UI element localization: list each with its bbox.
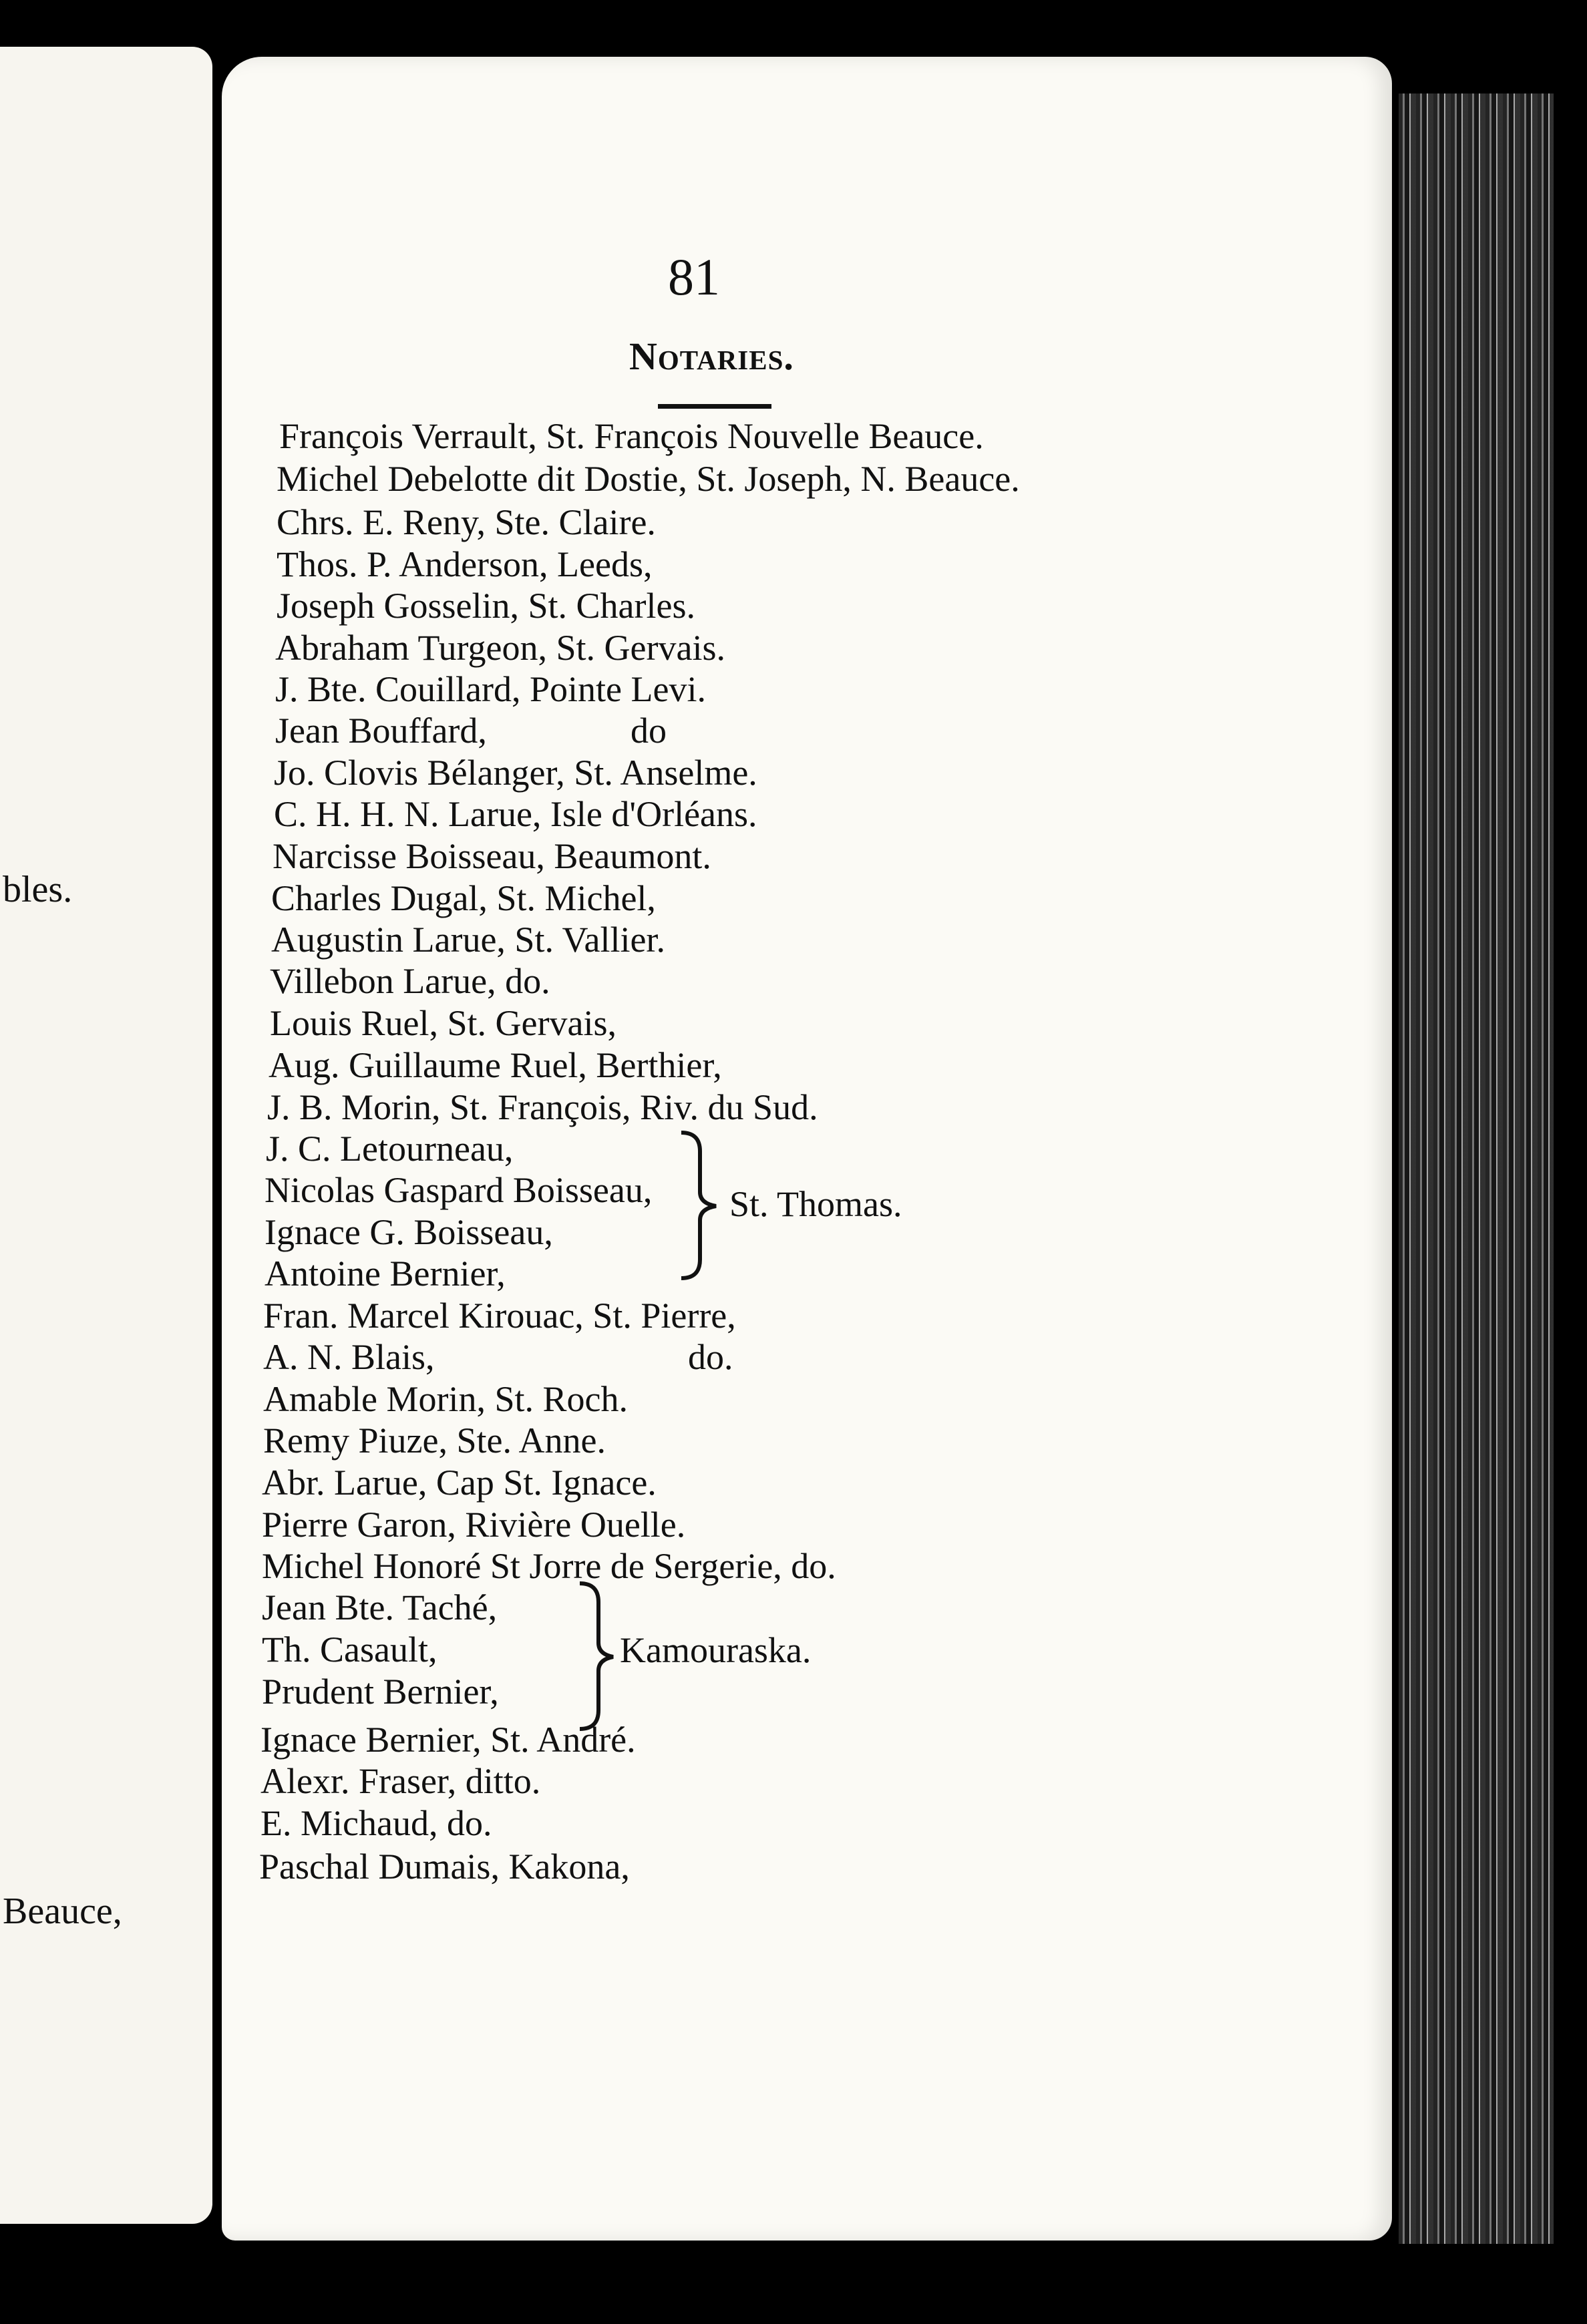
facing-page bbox=[0, 47, 212, 2224]
list-item: J. B. Morin, St. François, Riv. du Sud. bbox=[267, 1087, 818, 1127]
list-item: Michel Debelotte dit Dostie, St. Joseph, N. Beauce. bbox=[277, 459, 1020, 499]
list-item: Ignace Bernier, St. André. bbox=[260, 1720, 636, 1760]
list-item: Prudent Bernier, bbox=[262, 1672, 499, 1712]
list-item: Nicolas Gaspard Boisseau, bbox=[264, 1170, 653, 1210]
ditto-mark: do. bbox=[688, 1337, 733, 1377]
list-item: Louis Ruel, St. Gervais, bbox=[270, 1003, 616, 1043]
list-item: Pierre Garon, Rivière Ouelle. bbox=[262, 1505, 686, 1545]
list-item: Jean Bouffard, bbox=[275, 711, 487, 751]
list-item: Aug. Guillaume Ruel, Berthier, bbox=[269, 1045, 722, 1085]
list-item: Jo. Clovis Bélanger, St. Anselme. bbox=[274, 753, 757, 793]
group-label: Kamouraska. bbox=[620, 1630, 812, 1670]
group-label: St. Thomas. bbox=[729, 1184, 902, 1224]
list-item: Abr. Larue, Cap St. Ignace. bbox=[262, 1463, 657, 1503]
list-item: François Verrault, St. François Nouvelle Beauce. bbox=[279, 416, 984, 456]
list-item: E. Michaud, do. bbox=[260, 1803, 492, 1843]
list-item: Fran. Marcel Kirouac, St. Pierre, bbox=[263, 1296, 736, 1336]
list-item: Remy Piuze, Ste. Anne. bbox=[263, 1420, 606, 1461]
list-item: Charles Dugal, St. Michel, bbox=[271, 878, 656, 918]
heading-rule bbox=[658, 404, 771, 409]
facing-page-fragment: bles. bbox=[3, 869, 73, 910]
group-brace bbox=[675, 1129, 735, 1282]
list-item: Villebon Larue, do. bbox=[270, 961, 550, 1001]
list-item: Ignace G. Boisseau, bbox=[264, 1212, 553, 1252]
list-item: J. Bte. Couillard, Pointe Levi. bbox=[275, 669, 706, 709]
list-item: Antoine Bernier, bbox=[264, 1253, 506, 1294]
ditto-mark: do bbox=[631, 711, 667, 751]
section-heading: Notaries. bbox=[629, 335, 794, 378]
list-item: C. H. H. N. Larue, Isle d'Orléans. bbox=[274, 794, 757, 834]
list-item: Th. Casault, bbox=[262, 1629, 437, 1670]
page-number: 81 bbox=[668, 248, 720, 306]
list-item: Alexr. Fraser, ditto. bbox=[260, 1761, 541, 1801]
list-item: A. N. Blais, bbox=[263, 1337, 435, 1377]
list-item: Chrs. E. Reny, Ste. Claire. bbox=[277, 502, 656, 542]
list-item: Narcisse Boisseau, Beaumont. bbox=[273, 836, 711, 876]
list-item: J. C. Letourneau, bbox=[266, 1129, 514, 1169]
list-item: Amable Morin, St. Roch. bbox=[263, 1379, 628, 1419]
list-item: Augustin Larue, St. Vallier. bbox=[271, 920, 665, 960]
list-item: Paschal Dumais, Kakona, bbox=[259, 1847, 630, 1887]
list-item: Joseph Gosselin, St. Charles. bbox=[277, 586, 695, 626]
list-item: Jean Bte. Taché, bbox=[262, 1587, 498, 1627]
list-item: Abraham Turgeon, St. Gervais. bbox=[275, 628, 725, 668]
facing-page-fragment: Beauce, bbox=[3, 1891, 122, 1932]
list-item: Thos. P. Anderson, Leeds, bbox=[277, 544, 653, 584]
book-page-edges bbox=[1399, 93, 1554, 2244]
list-item: Michel Honoré St Jorre de Sergerie, do. bbox=[262, 1546, 836, 1586]
